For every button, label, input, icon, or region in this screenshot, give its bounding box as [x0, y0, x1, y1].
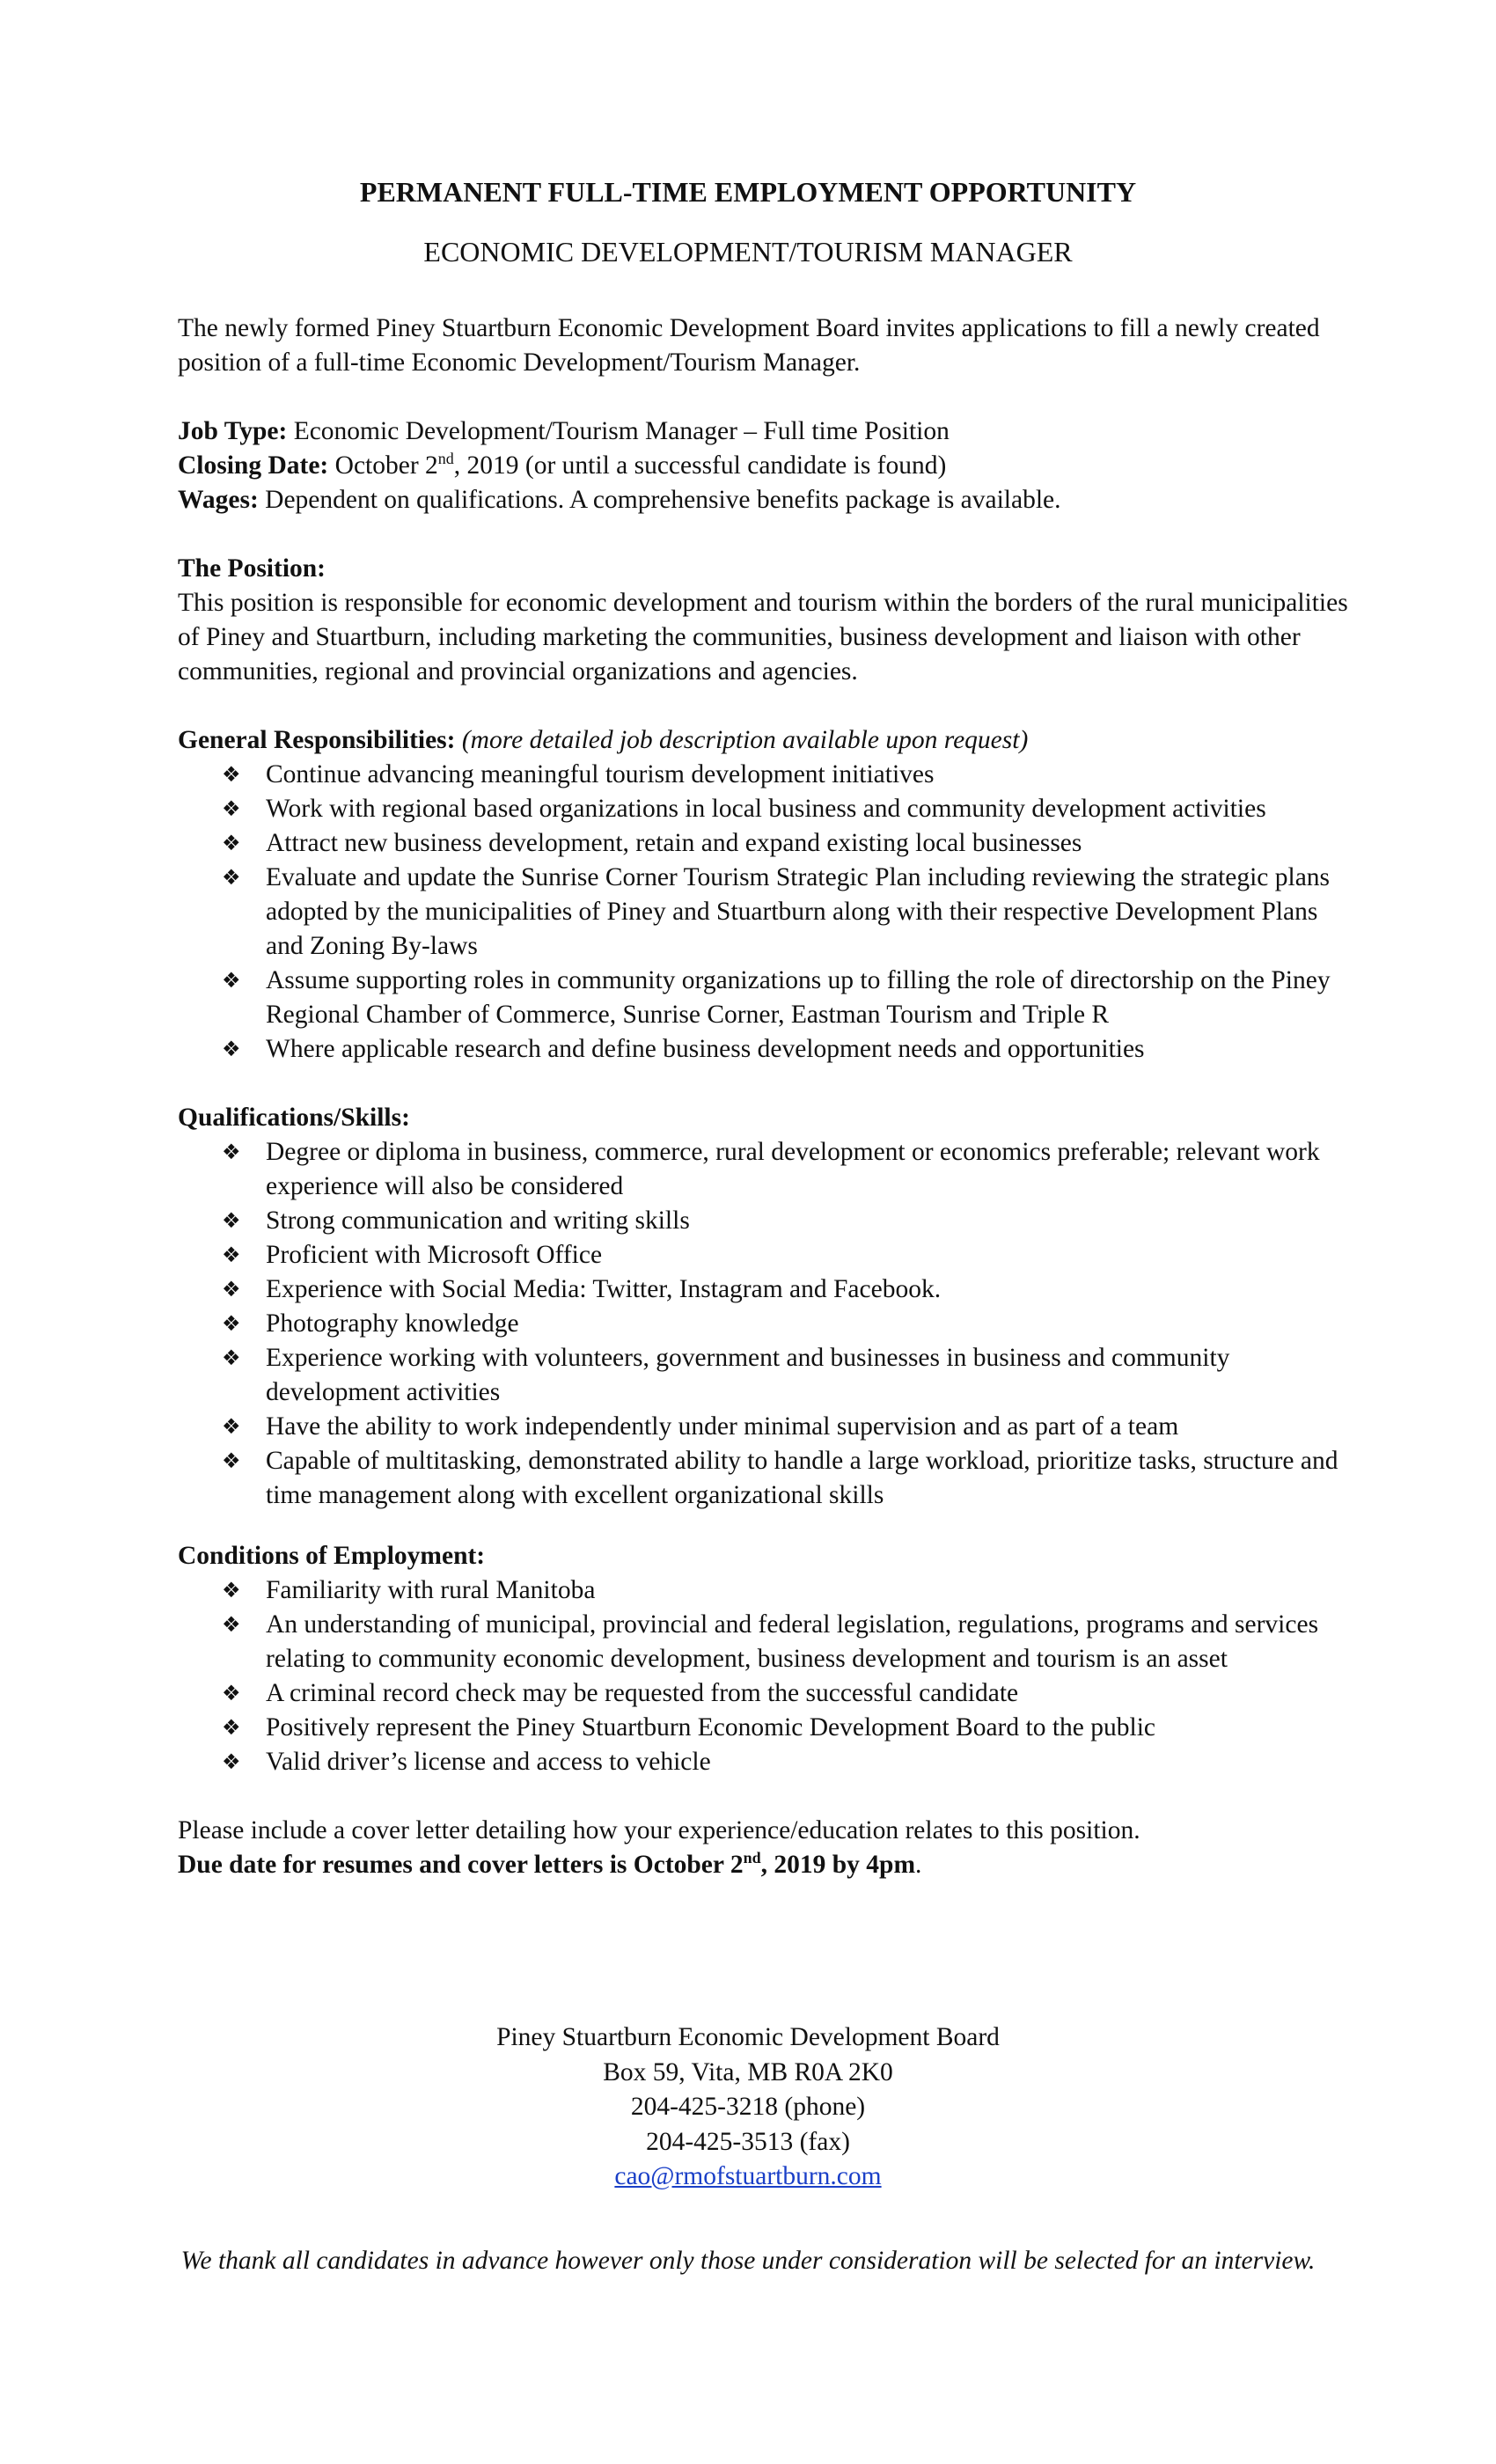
intro-paragraph: The newly formed Piney Stuartburn Economic Development Board invites applications to fill a newly created position of a full-time Economic Development/Tourism Manager. [178, 314, 1320, 377]
wages-line [178, 483, 1357, 517]
list-item-text: Photography knowledge [266, 1309, 519, 1338]
diamond-bullet-icon: ❖ [222, 968, 241, 993]
list-item-text: Assume supporting roles in community organizations up to filling the role of directorship on the Piney Regional Chamber of Commerce, Sunrise Corner, Eastman Tourism and Triple R [266, 966, 1331, 1029]
diamond-bullet-icon: ❖ [222, 1414, 241, 1439]
diamond-bullet-icon: ❖ [222, 1715, 241, 1740]
conditions-list [178, 1573, 1357, 1779]
document-body [178, 312, 1357, 1882]
list-item [178, 826, 1357, 861]
conditions-heading [178, 1539, 1357, 1573]
list-item [178, 1135, 1357, 1204]
list-item-text: Strong communication and writing skills [266, 1206, 690, 1235]
due-date-text [178, 1851, 915, 1879]
list-item-text: Degree or diploma in business, commerce, rural development or economics preferable; relevant work experience will also be considered [266, 1138, 1320, 1200]
diamond-bullet-icon: ❖ [222, 831, 241, 855]
responsibilities-list [178, 758, 1357, 1067]
responsibilities-heading-text: General Responsibilities: [178, 726, 456, 754]
diamond-bullet-icon: ❖ [222, 1749, 241, 1774]
due-date-line [178, 1848, 1357, 1882]
qualifications-heading [178, 1101, 1357, 1135]
list-item [178, 1307, 1357, 1341]
job-type-line [178, 414, 1357, 449]
list-item [178, 1341, 1357, 1410]
responsibilities-note: (more detailed job description available upon request) [461, 726, 1029, 754]
list-item [178, 1272, 1357, 1307]
diamond-bullet-icon: ❖ [222, 1612, 241, 1637]
list-item-text: A criminal record check may be requested from the successful candidate [266, 1679, 1019, 1707]
list-item-text: Valid driver’s license and access to vehicle [266, 1748, 711, 1776]
list-item [178, 1238, 1357, 1272]
list-item-text: Familiarity with rural Manitoba [266, 1576, 596, 1604]
list-item-text: Continue advancing meaningful tourism development initiatives [266, 760, 935, 788]
contact-block [0, 2020, 1496, 2195]
qualifications-list [178, 1135, 1357, 1513]
list-item [178, 1745, 1357, 1779]
contact-phone: 204-425-3218 (phone) [630, 2093, 866, 2121]
contact-email-link[interactable]: cao@rmofstuartburn.com [614, 2162, 882, 2190]
wages-value: Dependent on qualifications. A comprehensive benefits package is available. [258, 486, 1061, 514]
diamond-bullet-icon: ❖ [222, 796, 241, 821]
list-item [178, 1573, 1357, 1608]
list-item [178, 792, 1357, 826]
list-item [178, 964, 1357, 1032]
due-date-period: . [915, 1851, 922, 1879]
contact-address: Box 59, Vita, MB R0A 2K0 [603, 2057, 893, 2086]
wages-label: Wages: [178, 486, 259, 514]
position-heading-text: The Position: [178, 554, 326, 583]
position-heading [178, 552, 1357, 586]
responsibilities-heading [178, 723, 1357, 758]
list-item-text: Positively represent the Piney Stuartburn Economic Development Board to the public [266, 1713, 1155, 1742]
job-type-value: Economic Development/Tourism Manager – Full time Position [287, 417, 950, 445]
closing-date-sup: nd [437, 450, 454, 468]
job-type-label: Job Type: [178, 417, 288, 445]
diamond-bullet-icon: ❖ [222, 865, 241, 890]
qualifications-heading-text: Qualifications/Skills: [178, 1104, 410, 1132]
list-item-text: Proficient with Microsoft Office [266, 1241, 603, 1269]
page-subtitle: ECONOMIC DEVELOPMENT/TOURISM MANAGER [423, 236, 1073, 268]
closing-date-pre: October 2 [328, 451, 438, 480]
cover-letter-line: Please include a cover letter detailing how your experience/education relates to this position. [178, 1816, 1140, 1844]
list-item [178, 1410, 1357, 1444]
thanks-note: We thank all candidates in advance however only those under consideration will be selected for an interview. [180, 2247, 1316, 2275]
list-item-text: Experience with Social Media: Twitter, Instagram and Facebook. [266, 1275, 942, 1303]
list-item-text: An understanding of municipal, provincial and federal legislation, regulations, programs and services relating to community economic development, business development and tourism is an asset [266, 1610, 1319, 1673]
closing-date-line [178, 449, 1357, 483]
list-item [178, 1032, 1357, 1067]
diamond-bullet-icon: ❖ [222, 1346, 241, 1370]
list-item-text: Evaluate and update the Sunrise Corner Tourism Strategic Plan including reviewing the strategic plans adopted by the municipalities of Piney and Stuartburn along with their respective Development Plans and Zoning By-laws [266, 863, 1331, 960]
diamond-bullet-icon: ❖ [222, 1311, 241, 1336]
list-item-text: Experience working with volunteers, government and businesses in business and community development activities [266, 1344, 1230, 1406]
closing-date-label: Closing Date: [178, 451, 329, 480]
diamond-bullet-icon: ❖ [222, 762, 241, 787]
diamond-bullet-icon: ❖ [222, 1448, 241, 1473]
list-item [178, 1608, 1357, 1676]
conditions-heading-text: Conditions of Employment: [178, 1542, 486, 1570]
list-item [178, 1444, 1357, 1513]
list-item [178, 1711, 1357, 1745]
list-item [178, 1676, 1357, 1711]
contact-fax: 204-425-3513 (fax) [646, 2127, 850, 2156]
closing-date-post: , 2019 (or until a successful candidate is found) [453, 451, 947, 480]
diamond-bullet-icon: ❖ [222, 1243, 241, 1267]
diamond-bullet-icon: ❖ [222, 1140, 241, 1164]
list-item [178, 861, 1357, 964]
contact-org: Piney Stuartburn Economic Development Board [496, 2023, 1000, 2051]
list-item-text: Have the ability to work independently under minimal supervision and as part of a team [266, 1412, 1179, 1441]
position-paragraph: This position is responsible for economic development and tourism within the borders of the rural municipalities of Piney and Stuartburn, including marketing the communities, business development and liaison with other communities, regional and provincial organizations and agencies. [178, 589, 1348, 686]
list-item [178, 1204, 1357, 1238]
list-item-text: Attract new business development, retain and expand existing local businesses [266, 829, 1082, 857]
diamond-bullet-icon: ❖ [222, 1037, 241, 1061]
due-date-sup: nd [743, 1849, 761, 1867]
list-item-text: Where applicable research and define business development needs and opportunities [266, 1035, 1145, 1063]
page-title: PERMANENT FULL-TIME EMPLOYMENT OPPORTUNITY [359, 176, 1137, 208]
diamond-bullet-icon: ❖ [222, 1681, 241, 1705]
diamond-bullet-icon: ❖ [222, 1277, 241, 1302]
due-date-pre: Due date for resumes and cover letters is October 2 [178, 1851, 744, 1879]
list-item-text: Capable of multitasking, demonstrated ability to handle a large workload, prioritize tasks, structure and time management along with excellent organizational skills [266, 1447, 1338, 1509]
due-date-post: , 2019 by 4pm [760, 1851, 916, 1879]
diamond-bullet-icon: ❖ [222, 1208, 241, 1233]
list-item [178, 758, 1357, 792]
list-item-text: Work with regional based organizations in local business and community development activities [266, 795, 1266, 823]
diamond-bullet-icon: ❖ [222, 1578, 241, 1602]
